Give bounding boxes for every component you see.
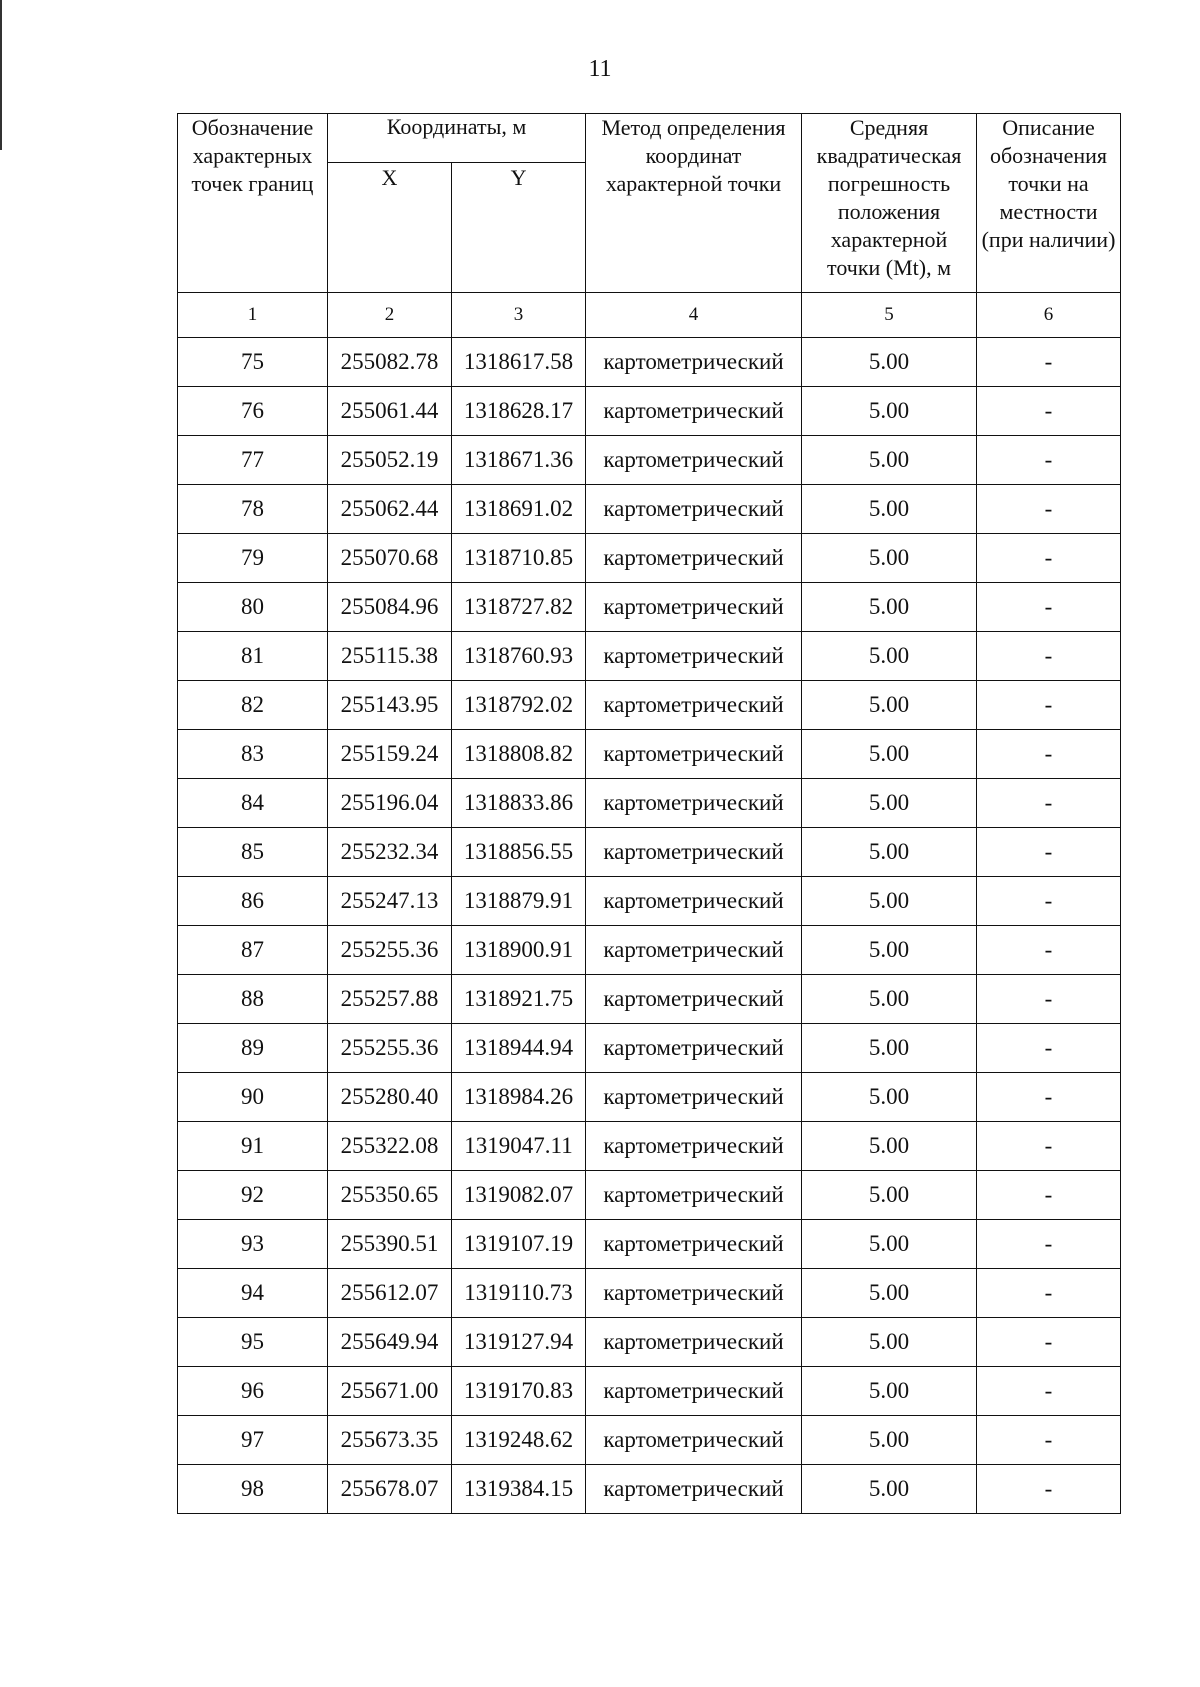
cell-description: - <box>977 1073 1121 1122</box>
column-number: 1 <box>178 293 328 338</box>
cell-y: 1319082.07 <box>452 1171 586 1220</box>
cell-point: 92 <box>178 1171 328 1220</box>
cell-description: - <box>977 926 1121 975</box>
table-body <box>178 338 1121 1514</box>
cell-method: картометрический <box>586 632 802 681</box>
cell-method: картометрический <box>586 485 802 534</box>
cell-error: 5.00 <box>802 632 977 681</box>
table-row <box>178 975 1121 1024</box>
cell-point: 97 <box>178 1416 328 1465</box>
cell-y: 1319047.11 <box>452 1122 586 1171</box>
cell-description: - <box>977 485 1121 534</box>
cell-y: 1319107.19 <box>452 1220 586 1269</box>
column-number: 5 <box>802 293 977 338</box>
cell-method: картометрический <box>586 926 802 975</box>
table-row <box>178 387 1121 436</box>
table-row <box>178 681 1121 730</box>
cell-point: 80 <box>178 583 328 632</box>
cell-error: 5.00 <box>802 485 977 534</box>
cell-description: - <box>977 779 1121 828</box>
cell-method: картометрический <box>586 583 802 632</box>
cell-x: 255671.00 <box>328 1367 452 1416</box>
cell-method: картометрический <box>586 877 802 926</box>
cell-y: 1319170.83 <box>452 1367 586 1416</box>
cell-y: 1318671.36 <box>452 436 586 485</box>
cell-y: 1318921.75 <box>452 975 586 1024</box>
cell-error: 5.00 <box>802 436 977 485</box>
header-description: Описание обозначения точки на местности (при наличии) <box>977 114 1121 293</box>
column-number: 3 <box>452 293 586 338</box>
cell-error: 5.00 <box>802 1318 977 1367</box>
cell-error: 5.00 <box>802 1122 977 1171</box>
cell-point: 76 <box>178 387 328 436</box>
cell-y: 1319127.94 <box>452 1318 586 1367</box>
header-y: Y <box>452 163 586 293</box>
cell-y: 1319248.62 <box>452 1416 586 1465</box>
cell-point: 79 <box>178 534 328 583</box>
cell-point: 83 <box>178 730 328 779</box>
cell-error: 5.00 <box>802 828 977 877</box>
cell-method: картометрический <box>586 1171 802 1220</box>
cell-description: - <box>977 681 1121 730</box>
cell-error: 5.00 <box>802 877 977 926</box>
cell-point: 98 <box>178 1465 328 1514</box>
cell-y: 1318727.82 <box>452 583 586 632</box>
cell-y: 1318808.82 <box>452 730 586 779</box>
cell-point: 86 <box>178 877 328 926</box>
cell-point: 82 <box>178 681 328 730</box>
cell-error: 5.00 <box>802 681 977 730</box>
cell-x: 255143.95 <box>328 681 452 730</box>
cell-error: 5.00 <box>802 534 977 583</box>
cell-error: 5.00 <box>802 1073 977 1122</box>
cell-error: 5.00 <box>802 1220 977 1269</box>
page-number: 11 <box>588 56 612 82</box>
table-row <box>178 583 1121 632</box>
cell-x: 255084.96 <box>328 583 452 632</box>
table-row <box>178 1122 1121 1171</box>
table-row <box>178 485 1121 534</box>
cell-method: картометрический <box>586 1465 802 1514</box>
cell-y: 1318760.93 <box>452 632 586 681</box>
cell-description: - <box>977 338 1121 387</box>
cell-point: 89 <box>178 1024 328 1073</box>
cell-method: картометрический <box>586 534 802 583</box>
table-row <box>178 926 1121 975</box>
cell-y: 1318710.85 <box>452 534 586 583</box>
cell-x: 255255.36 <box>328 1024 452 1073</box>
cell-method: картометрический <box>586 1367 802 1416</box>
column-number: 6 <box>977 293 1121 338</box>
cell-method: картометрический <box>586 1024 802 1073</box>
cell-point: 93 <box>178 1220 328 1269</box>
table-row <box>178 1465 1121 1514</box>
cell-method: картометрический <box>586 1318 802 1367</box>
cell-y: 1319384.15 <box>452 1465 586 1514</box>
cell-y: 1318984.26 <box>452 1073 586 1122</box>
cell-point: 87 <box>178 926 328 975</box>
cell-method: картометрический <box>586 338 802 387</box>
table-row <box>178 1367 1121 1416</box>
cell-description: - <box>977 534 1121 583</box>
column-number: 2 <box>328 293 452 338</box>
cell-x: 255196.04 <box>328 779 452 828</box>
cell-description: - <box>977 387 1121 436</box>
cell-description: - <box>977 1465 1121 1514</box>
cell-method: картометрический <box>586 975 802 1024</box>
cell-x: 255070.68 <box>328 534 452 583</box>
cell-error: 5.00 <box>802 387 977 436</box>
cell-method: картометрический <box>586 828 802 877</box>
header-method: Метод определения координат характерной точки <box>586 114 802 293</box>
cell-point: 90 <box>178 1073 328 1122</box>
cell-x: 255257.88 <box>328 975 452 1024</box>
cell-x: 255082.78 <box>328 338 452 387</box>
cell-description: - <box>977 436 1121 485</box>
cell-error: 5.00 <box>802 1367 977 1416</box>
table-row <box>178 534 1121 583</box>
cell-method: картометрический <box>586 681 802 730</box>
cell-error: 5.00 <box>802 1269 977 1318</box>
cell-x: 255280.40 <box>328 1073 452 1122</box>
cell-error: 5.00 <box>802 1024 977 1073</box>
table-row <box>178 338 1121 387</box>
cell-y: 1318944.94 <box>452 1024 586 1073</box>
cell-y: 1319110.73 <box>452 1269 586 1318</box>
table-row <box>178 1269 1121 1318</box>
cell-point: 91 <box>178 1122 328 1171</box>
cell-error: 5.00 <box>802 779 977 828</box>
cell-x: 255232.34 <box>328 828 452 877</box>
table-row <box>178 877 1121 926</box>
header-point: Обозначение характерных точек границ <box>178 114 328 293</box>
cell-y: 1318856.55 <box>452 828 586 877</box>
cell-description: - <box>977 1318 1121 1367</box>
table-row <box>178 1318 1121 1367</box>
cell-point: 78 <box>178 485 328 534</box>
cell-error: 5.00 <box>802 1465 977 1514</box>
cell-x: 255247.13 <box>328 877 452 926</box>
cell-x: 255115.38 <box>328 632 452 681</box>
cell-y: 1318900.91 <box>452 926 586 975</box>
cell-point: 85 <box>178 828 328 877</box>
cell-method: картометрический <box>586 436 802 485</box>
cell-method: картометрический <box>586 730 802 779</box>
cell-method: картометрический <box>586 1269 802 1318</box>
cell-description: - <box>977 1416 1121 1465</box>
cell-method: картометрический <box>586 1122 802 1171</box>
cell-x: 255061.44 <box>328 387 452 436</box>
table-header <box>178 114 1121 338</box>
cell-description: - <box>977 1024 1121 1073</box>
cell-error: 5.00 <box>802 1171 977 1220</box>
cell-point: 95 <box>178 1318 328 1367</box>
cell-description: - <box>977 975 1121 1024</box>
table-row <box>178 436 1121 485</box>
cell-y: 1318617.58 <box>452 338 586 387</box>
cell-description: - <box>977 632 1121 681</box>
table-row <box>178 1416 1121 1465</box>
cell-point: 96 <box>178 1367 328 1416</box>
header-x: X <box>328 163 452 293</box>
cell-x: 255255.36 <box>328 926 452 975</box>
cell-x: 255322.08 <box>328 1122 452 1171</box>
cell-y: 1318879.91 <box>452 877 586 926</box>
cell-x: 255673.35 <box>328 1416 452 1465</box>
header-coords: Координаты, м <box>328 114 586 163</box>
table-row <box>178 1024 1121 1073</box>
cell-error: 5.00 <box>802 1416 977 1465</box>
cell-x: 255052.19 <box>328 436 452 485</box>
cell-y: 1318792.02 <box>452 681 586 730</box>
cell-method: картометрический <box>586 387 802 436</box>
header-error: Средняя квадратическая погрешность положения характерной точки (Mt), м <box>802 114 977 293</box>
cell-method: картометрический <box>586 1073 802 1122</box>
cell-x: 255062.44 <box>328 485 452 534</box>
cell-x: 255159.24 <box>328 730 452 779</box>
cell-point: 84 <box>178 779 328 828</box>
cell-description: - <box>977 583 1121 632</box>
cell-x: 255649.94 <box>328 1318 452 1367</box>
cell-error: 5.00 <box>802 583 977 632</box>
table-row <box>178 828 1121 877</box>
cell-method: картометрический <box>586 779 802 828</box>
cell-description: - <box>977 877 1121 926</box>
cell-point: 94 <box>178 1269 328 1318</box>
table-row <box>178 1220 1121 1269</box>
cell-y: 1318691.02 <box>452 485 586 534</box>
cell-description: - <box>977 1122 1121 1171</box>
cell-y: 1318628.17 <box>452 387 586 436</box>
cell-description: - <box>977 828 1121 877</box>
cell-x: 255350.65 <box>328 1171 452 1220</box>
cell-point: 81 <box>178 632 328 681</box>
cell-description: - <box>977 730 1121 779</box>
cell-point: 75 <box>178 338 328 387</box>
cell-description: - <box>977 1220 1121 1269</box>
cell-x: 255612.07 <box>328 1269 452 1318</box>
coordinates-table <box>177 113 1121 1514</box>
cell-x: 255390.51 <box>328 1220 452 1269</box>
cell-description: - <box>977 1367 1121 1416</box>
table-row <box>178 632 1121 681</box>
cell-x: 255678.07 <box>328 1465 452 1514</box>
column-number-row <box>178 293 1121 338</box>
cell-error: 5.00 <box>802 975 977 1024</box>
cell-point: 88 <box>178 975 328 1024</box>
cell-method: картометрический <box>586 1220 802 1269</box>
cell-y: 1318833.86 <box>452 779 586 828</box>
cell-error: 5.00 <box>802 730 977 779</box>
cell-method: картометрический <box>586 1416 802 1465</box>
cell-description: - <box>977 1269 1121 1318</box>
table-row <box>178 1171 1121 1220</box>
cell-point: 77 <box>178 436 328 485</box>
header-row-top <box>178 114 1121 163</box>
cell-error: 5.00 <box>802 926 977 975</box>
table-row <box>178 730 1121 779</box>
table-row <box>178 779 1121 828</box>
cell-error: 5.00 <box>802 338 977 387</box>
column-number: 4 <box>586 293 802 338</box>
table-row <box>178 1073 1121 1122</box>
cell-description: - <box>977 1171 1121 1220</box>
